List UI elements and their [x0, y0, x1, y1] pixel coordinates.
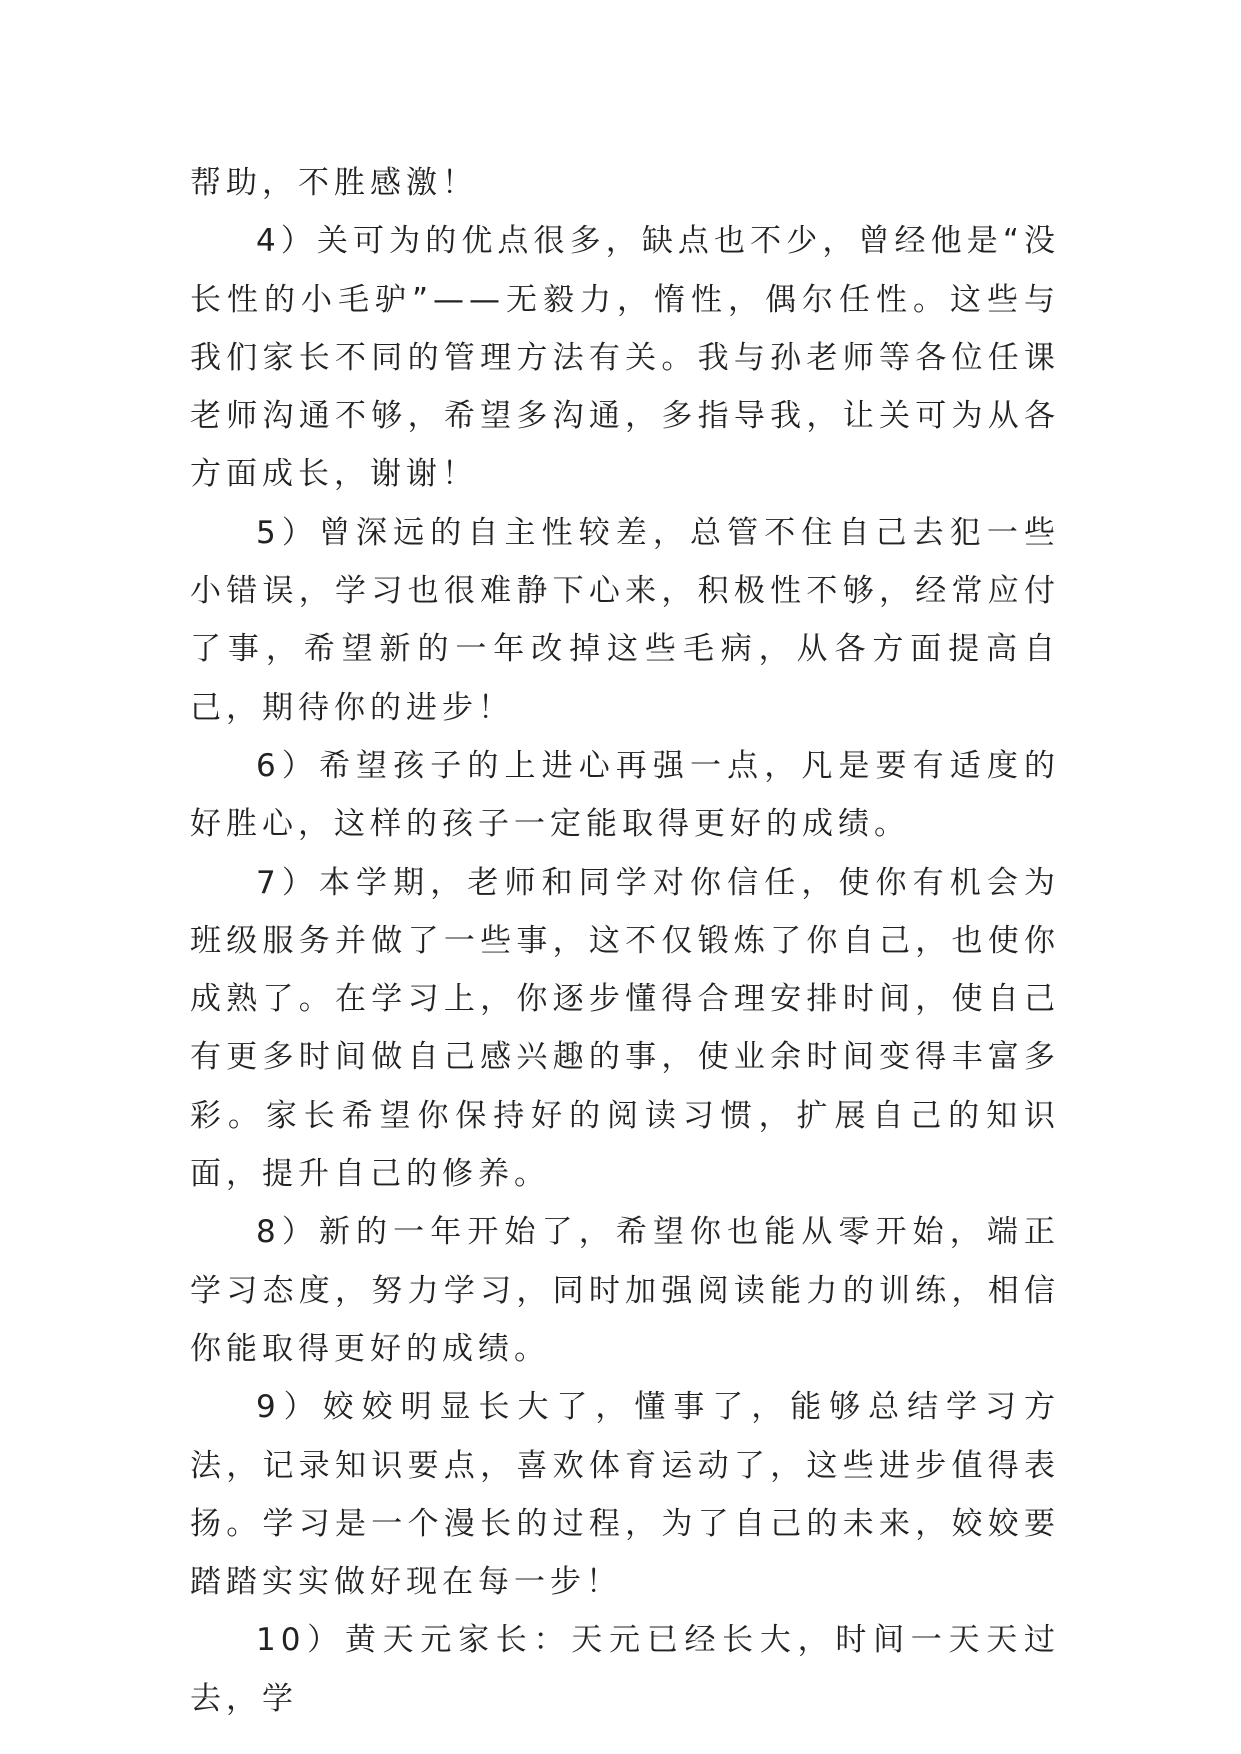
paragraph-item-9: 9）姣姣明显长大了，懂事了，能够总结学习方法，记录知识要点，喜欢体育运动了，这些进步值得表扬。学习是一个漫长的过程，为了自己的未来，姣姣要踏踏实实做好现在每一步！ [190, 1389, 1060, 1601]
paragraph-item-4: 4）关可为的优点很多，缺点也不少，曾经他是“没长性的小毛驴”——无毅力，惰性，偶尔任性。这些与我们家长不同的管理方法有关。我与孙老师等各位任课老师沟通不够，希望多沟通，多指导我，让关可为从各方面成长，谢谢！ [190, 223, 1060, 493]
document-body [190, 154, 1060, 1728]
paragraph-continued: 帮助，不胜感激！ [190, 165, 478, 201]
paragraph-item-7: 7）本学期，老师和同学对你信任，使你有机会为班级服务并做了一些事，这不仅锻炼了你自己，也使你成熟了。在学习上，你逐步懂得合理安排时间，使自己有更多时间做自己感兴趣的事，使业余时间变得丰富多彩。家长希望你保持好的阅读习惯，扩展自己的知识面，提升自己的修养。 [190, 864, 1060, 1193]
paragraph-item-10: 10）黄天元家长：天元已经长大，时间一天天过去，学 [190, 1622, 1060, 1717]
paragraph-item-8: 8）新的一年开始了，希望你也能从零开始，端正学习态度，努力学习，同时加强阅读能力的训练，相信你能取得更好的成绩。 [190, 1214, 1060, 1367]
paragraph-item-6: 6）希望孩子的上进心再强一点，凡是要有适度的好胜心，这样的孩子一定能取得更好的成绩。 [190, 747, 1060, 843]
paragraph-item-5: 5）曾深远的自主性较差，总管不住自己去犯一些小错误，学习也很难静下心来，积极性不够，经常应付了事，希望新的一年改掉这些毛病，从各方面提高自己，期待你的进步！ [190, 514, 1060, 726]
